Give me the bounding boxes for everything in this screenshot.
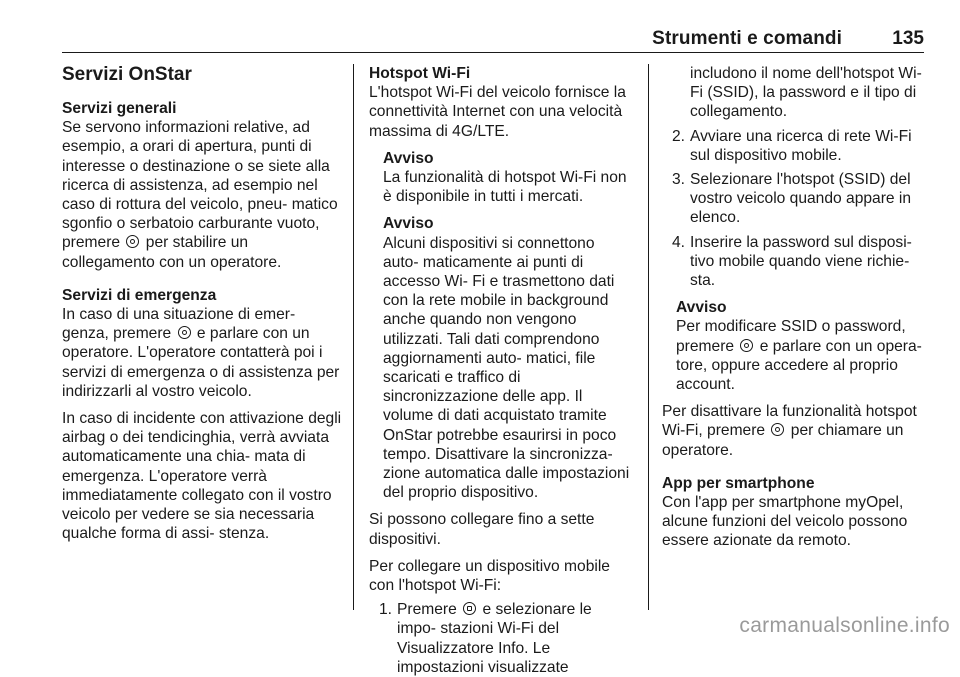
notice-title: Avviso [383, 149, 434, 167]
page-header [62, 26, 924, 58]
sos-icon [178, 326, 191, 339]
steps-list [369, 600, 634, 677]
paragraph: Per disattivare la funzionalità hotspot Wi-Fi, premere per chiamare un operatore. [662, 403, 917, 459]
paragraph: Per collegare un dispositivo mobile con l'hotspot Wi-Fi: [369, 557, 610, 595]
phone-icon [463, 602, 476, 615]
onstar-service-icon [771, 423, 784, 436]
notice-text: Per modificare SSID o password, premere e parlare con un opera‐ tore, oppure accedere al proprio account. [676, 318, 922, 394]
paragraph: Con l'app per smartphone myOpel, alcune funzioni del veicolo possono essere azionate da remoto. [662, 494, 908, 550]
section-heading: Servizi OnStar [62, 64, 192, 85]
column-divider [648, 64, 649, 610]
column-middle [369, 64, 634, 677]
list-item: 1. Premere e selezionare le impo‐ stazioni Wi-Fi del Visualizzatore Info. Le impostazioni visualizzate [379, 601, 592, 676]
steps-list [662, 64, 926, 290]
subsection-title: Servizi di emergenza [62, 286, 217, 304]
paragraph: Se servono informazioni relative, ad esempio, a orari di apertura, punti di interesse o destinazione o se siete alla ricerca di assistenza, ad esempio nel caso di rottura del veicolo, pneu‐ matico sgonfio o serbatoio carburante vuoto, premere per stabilire un collegamento con un operatore. [62, 119, 338, 271]
notice-box [369, 149, 634, 503]
column-right [662, 64, 926, 551]
paragraph: In caso di una situazione di emer‐ genza, premere e parlare con un operatore. L'operatore contatterà poi i servizi di emergenza o di assistenza per indirizzarli al vostro veicolo. [62, 306, 340, 400]
paragraph: L'hotspot Wi-Fi del veicolo fornisce la connettività Internet con una velocità massima di 4G/LTE. [369, 84, 626, 140]
list-item: 3. Selezionare l'hotspot (SSID) del vostro veicolo quando appare in elenco. [672, 171, 912, 227]
notice-title: Avviso [383, 215, 434, 233]
notice-box [662, 298, 926, 394]
paragraph: In caso di incidente con attivazione degli airbag o dei tendicinghia, verrà avviata automaticamente una chia‐ mata di emergenza. L'operatore verrà immediatamente collegato con il vostro veicolo per vedere se sia necessaria qualche forma di assi‐ stenza. [62, 410, 342, 543]
chapter-title: Strumenti e comandi [652, 28, 842, 49]
watermark: carmanualsonline.info [739, 614, 950, 637]
subsection-title: Hotspot Wi-Fi [369, 65, 471, 82]
list-item: 2. Avviare una ricerca di rete Wi-Fi sul dispositivo mobile. [672, 127, 912, 164]
subsection-title: App per smartphone [662, 474, 815, 492]
notice-text: Alcuni dispositivi si connettono auto‐ maticamente ai punti di accesso Wi- Fi e trasmettono dati con la rete mobile in background anche quando non vengono utilizzati. Tali dati comprendono aggiornamenti auto‐ matici, file scaricati e traffico di sincronizzazione delle app. Il volume di dati acquistato tramite OnStar potrebbe esaurirsi in poco tempo. Disattivare la sincronizza‐ zione automatica dalle impostazioni del proprio dispositivo. [383, 234, 630, 502]
column-left [62, 64, 342, 543]
onstar-service-icon [126, 235, 139, 248]
notice-text: La funzionalità di hotspot Wi-Fi non è disponibile in tutti i mercati. [383, 169, 627, 206]
header-rule [62, 52, 924, 53]
subsection-title: Servizi generali [62, 100, 177, 117]
onstar-service-icon [740, 339, 753, 352]
notice-title: Avviso [676, 299, 727, 317]
list-item: includono il nome dell'hotspot Wi- Fi (SSID), la password e il tipo di collegamento. [690, 65, 922, 121]
page-number: 135 [892, 28, 924, 49]
column-divider [353, 64, 354, 610]
paragraph: Si possono collegare fino a sette dispositivi. [369, 511, 595, 548]
list-item: 4. Inserire la password sul disposi‐ tivo mobile quando viene richie‐ sta. [672, 233, 912, 290]
